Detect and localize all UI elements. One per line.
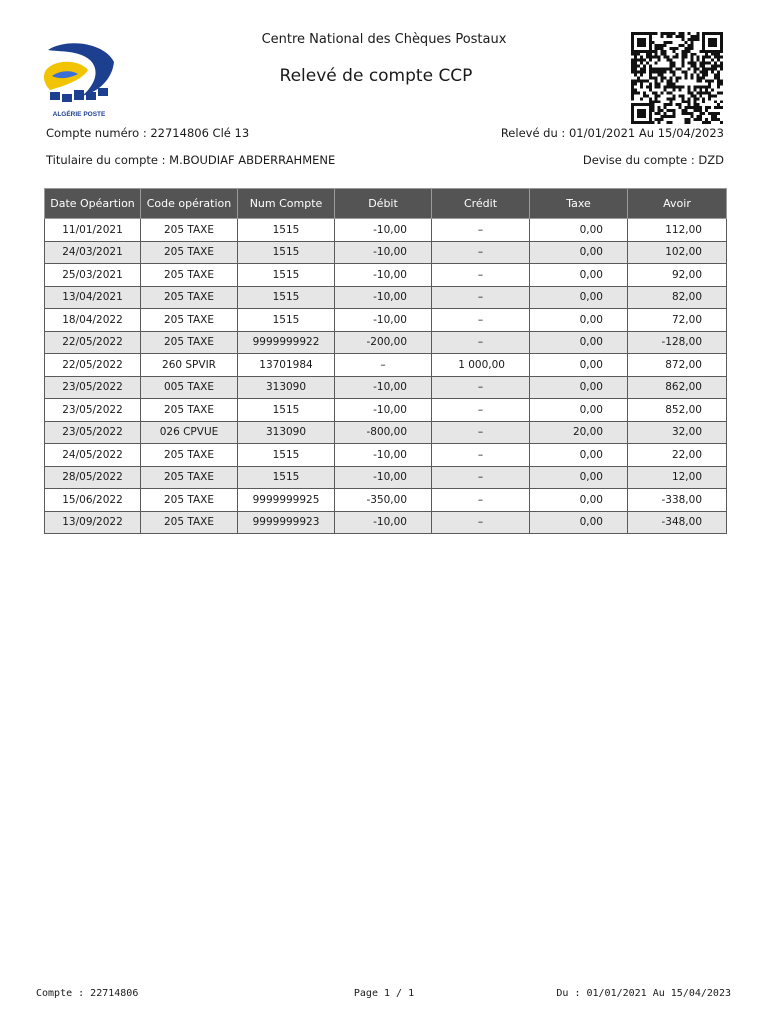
table-row <box>45 219 727 242</box>
table-row <box>45 399 727 422</box>
balance-cell: -338,00 <box>628 489 727 512</box>
balance-cell: 22,00 <box>628 444 727 467</box>
code-cell: 205 TAXE <box>141 511 238 534</box>
date-cell: 23/05/2022 <box>45 421 141 444</box>
tax-cell: 0,00 <box>530 264 628 287</box>
account-cell: 313090 <box>238 421 335 444</box>
debit-cell: -350,00 <box>335 489 432 512</box>
code-cell: 205 TAXE <box>141 309 238 332</box>
credit-cell: – <box>432 421 530 444</box>
code-cell: 205 TAXE <box>141 466 238 489</box>
code-cell: 205 TAXE <box>141 331 238 354</box>
account-number: Compte numéro : 22714806 Clé 13 <box>46 126 250 140</box>
tax-cell: 0,00 <box>530 354 628 377</box>
credit-cell: – <box>432 241 530 264</box>
logo-text: ALGÉRIE POSTE <box>52 111 106 118</box>
balance-cell: 12,00 <box>628 466 727 489</box>
tax-cell: 0,00 <box>530 511 628 534</box>
table-row <box>45 354 727 377</box>
debit-cell: -10,00 <box>335 219 432 242</box>
balance-cell: -348,00 <box>628 511 727 534</box>
credit-cell: – <box>432 309 530 332</box>
col-date: Date Opéartion <box>45 189 141 219</box>
table-row <box>45 264 727 287</box>
date-cell: 11/01/2021 <box>45 219 141 242</box>
credit-cell: – <box>432 376 530 399</box>
tax-cell: 0,00 <box>530 286 628 309</box>
code-cell: 205 TAXE <box>141 444 238 467</box>
account-cell: 1515 <box>238 444 335 467</box>
table-row <box>45 489 727 512</box>
organization-name: Centre National des Chèques Postaux <box>261 32 507 47</box>
code-cell: 260 SPVIR <box>141 354 238 377</box>
col-debit: Débit <box>335 189 432 219</box>
col-code: Code opération <box>141 189 238 219</box>
date-cell: 23/05/2022 <box>45 376 141 399</box>
balance-cell: 862,00 <box>628 376 727 399</box>
table-row <box>45 331 727 354</box>
table-row <box>45 444 727 467</box>
credit-cell: – <box>432 399 530 422</box>
debit-cell: -800,00 <box>335 421 432 444</box>
tax-cell: 0,00 <box>530 376 628 399</box>
table-row <box>45 511 727 534</box>
account-cell: 1515 <box>238 399 335 422</box>
date-cell: 24/03/2021 <box>45 241 141 264</box>
account-cell: 9999999925 <box>238 489 335 512</box>
tax-cell: 0,00 <box>530 241 628 264</box>
account-cell: 1515 <box>238 264 335 287</box>
table-header-row <box>45 189 727 219</box>
col-credit: Crédit <box>432 189 530 219</box>
tax-cell: 0,00 <box>530 444 628 467</box>
balance-cell: 32,00 <box>628 421 727 444</box>
account-holder: Titulaire du compte : M.BOUDIAF ABDERRAHMENE <box>46 153 336 167</box>
date-cell: 22/05/2022 <box>45 331 141 354</box>
balance-cell: 72,00 <box>628 309 727 332</box>
date-cell: 22/05/2022 <box>45 354 141 377</box>
debit-cell: – <box>335 354 432 377</box>
credit-cell: – <box>432 264 530 287</box>
credit-cell: – <box>432 466 530 489</box>
tax-cell: 0,00 <box>530 219 628 242</box>
date-cell: 13/09/2022 <box>45 511 141 534</box>
code-cell: 205 TAXE <box>141 286 238 309</box>
tax-cell: 0,00 <box>530 466 628 489</box>
credit-cell: – <box>432 511 530 534</box>
account-cell: 1515 <box>238 286 335 309</box>
balance-cell: -128,00 <box>628 331 727 354</box>
debit-cell: -10,00 <box>335 286 432 309</box>
account-cell: 1515 <box>238 309 335 332</box>
footer-period: Du : 01/01/2021 Au 15/04/2023 <box>556 988 731 999</box>
date-cell: 25/03/2021 <box>45 264 141 287</box>
debit-cell: -10,00 <box>335 444 432 467</box>
account-cell: 1515 <box>238 241 335 264</box>
document-title: Relevé de compte CCP <box>279 66 473 86</box>
statement-period: Relevé du : 01/01/2021 Au 15/04/2023 <box>500 126 724 140</box>
table-row <box>45 466 727 489</box>
code-cell: 205 TAXE <box>141 264 238 287</box>
date-cell: 18/04/2022 <box>45 309 141 332</box>
table-row <box>45 241 727 264</box>
code-cell: 205 TAXE <box>141 399 238 422</box>
code-cell: 026 CPVUE <box>141 421 238 444</box>
footer-page: Page 1 / 1 <box>353 988 415 999</box>
account-currency: Devise du compte : DZD <box>582 153 724 167</box>
debit-cell: -10,00 <box>335 309 432 332</box>
tax-cell: 0,00 <box>530 489 628 512</box>
table-row <box>45 309 727 332</box>
date-cell: 28/05/2022 <box>45 466 141 489</box>
account-cell: 9999999922 <box>238 331 335 354</box>
code-cell: 205 TAXE <box>141 241 238 264</box>
account-cell: 9999999923 <box>238 511 335 534</box>
debit-cell: -200,00 <box>335 331 432 354</box>
table-row <box>45 421 727 444</box>
credit-cell: – <box>432 286 530 309</box>
col-account: Num Compte <box>238 189 335 219</box>
col-tax: Taxe <box>530 189 628 219</box>
col-balance: Avoir <box>628 189 727 219</box>
table-row <box>45 286 727 309</box>
account-cell: 13701984 <box>238 354 335 377</box>
credit-cell: 1 000,00 <box>432 354 530 377</box>
debit-cell: -10,00 <box>335 399 432 422</box>
date-cell: 13/04/2021 <box>45 286 141 309</box>
account-cell: 1515 <box>238 219 335 242</box>
credit-cell: – <box>432 444 530 467</box>
balance-cell: 82,00 <box>628 286 727 309</box>
code-cell: 205 TAXE <box>141 489 238 512</box>
tax-cell: 20,00 <box>530 421 628 444</box>
balance-cell: 852,00 <box>628 399 727 422</box>
balance-cell: 92,00 <box>628 264 727 287</box>
date-cell: 15/06/2022 <box>45 489 141 512</box>
balance-cell: 112,00 <box>628 219 727 242</box>
credit-cell: – <box>432 489 530 512</box>
debit-cell: -10,00 <box>335 376 432 399</box>
balance-cell: 102,00 <box>628 241 727 264</box>
debit-cell: -10,00 <box>335 241 432 264</box>
debit-cell: -10,00 <box>335 264 432 287</box>
account-cell: 1515 <box>238 466 335 489</box>
transactions-table <box>44 188 727 534</box>
debit-cell: -10,00 <box>335 511 432 534</box>
tax-cell: 0,00 <box>530 399 628 422</box>
balance-cell: 872,00 <box>628 354 727 377</box>
tax-cell: 0,00 <box>530 309 628 332</box>
code-cell: 005 TAXE <box>141 376 238 399</box>
footer-account: Compte : 22714806 <box>36 988 139 999</box>
credit-cell: – <box>432 331 530 354</box>
credit-cell: – <box>432 219 530 242</box>
date-cell: 23/05/2022 <box>45 399 141 422</box>
table-row <box>45 376 727 399</box>
date-cell: 24/05/2022 <box>45 444 141 467</box>
code-cell: 205 TAXE <box>141 219 238 242</box>
account-cell: 313090 <box>238 376 335 399</box>
debit-cell: -10,00 <box>335 466 432 489</box>
tax-cell: 0,00 <box>530 331 628 354</box>
